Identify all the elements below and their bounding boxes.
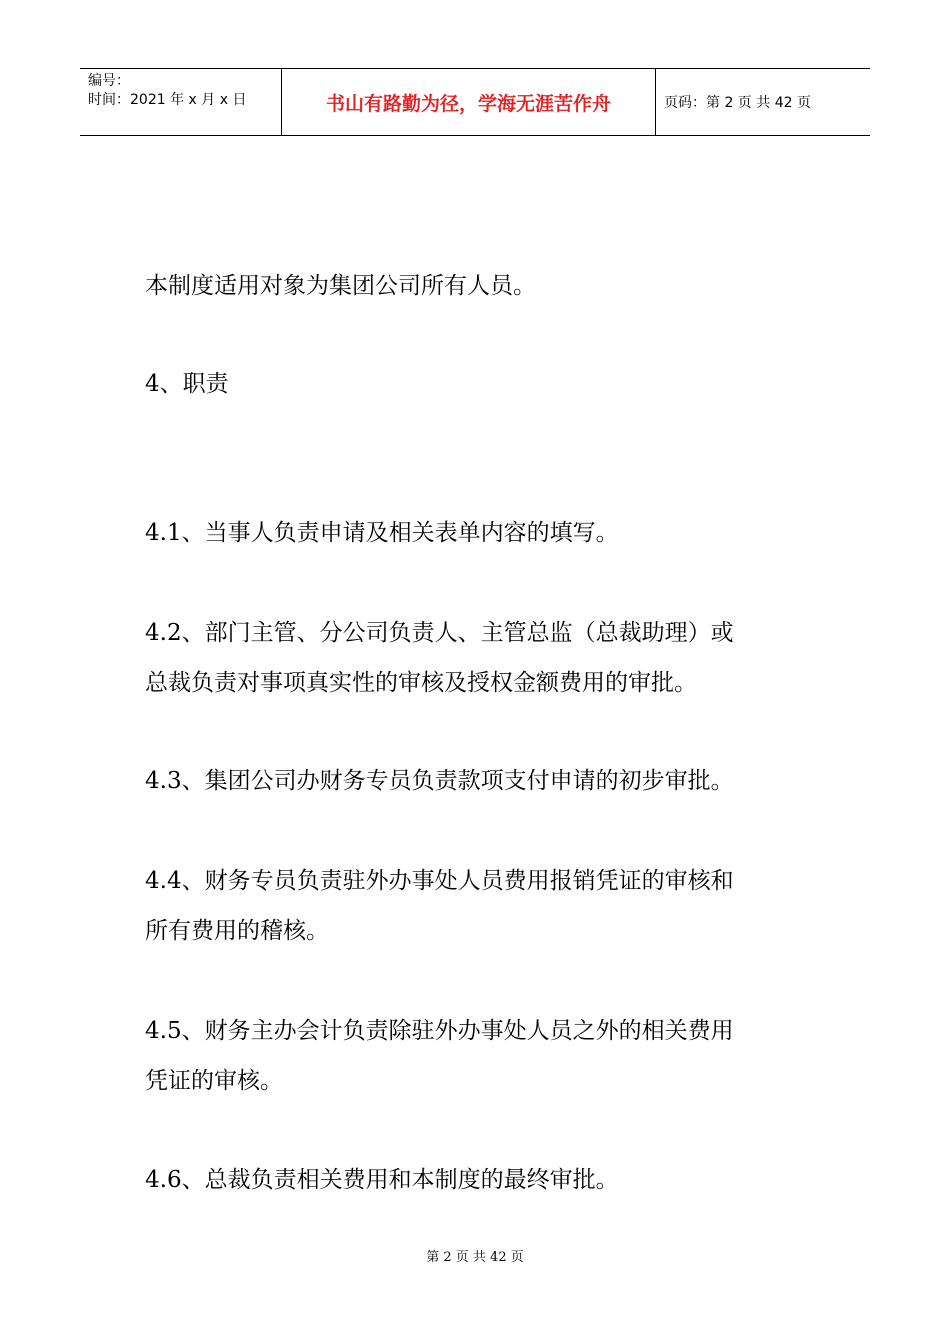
section-heading-responsibilities: 4、职责	[145, 371, 229, 397]
paragraph-4-3: 4.3、集团公司办财务专员负责款项支付申请的初步审批。	[145, 768, 734, 794]
header-meta	[80, 69, 282, 135]
paragraph-4-2-line-1: 4.2、部门主管、分公司负责人、主管总监（总裁助理）或	[145, 620, 734, 646]
paragraph-4-6: 4.6、总裁负责相关费用和本制度的最终审批。	[145, 1167, 619, 1193]
paragraph-4-1: 4.1、当事人负责申请及相关表单内容的填写。	[145, 520, 619, 546]
paragraph-4-2-line-2: 总裁负责对事项真实性的审核及授权金额费用的审批。	[145, 670, 697, 696]
paragraph-4-5-line-1: 4.5、财务主办会计负责除驻外办事处人员之外的相关费用	[145, 1018, 734, 1044]
page-footer: 第 2 页 共 42 页	[426, 1250, 524, 1265]
header-page-number: 页码：第 2 页 共 42 页	[664, 95, 811, 111]
paragraph-4-4-line-2: 所有费用的稽核。	[145, 918, 329, 944]
paragraph-scope: 本制度适用对象为集团公司所有人员。	[145, 273, 536, 299]
document-number-label: 编号：	[88, 73, 130, 89]
page-header	[80, 68, 870, 136]
document-time-label: 时间：2021 年 x 月 x 日	[88, 92, 247, 108]
paragraph-4-4-line-1: 4.4、财务专员负责驻外办事处人员费用报销凭证的审核和	[145, 868, 734, 894]
header-motto: 书山有路勤为径，学海无涯苦作舟	[282, 69, 656, 135]
paragraph-4-5-line-2: 凭证的审核。	[145, 1068, 283, 1094]
